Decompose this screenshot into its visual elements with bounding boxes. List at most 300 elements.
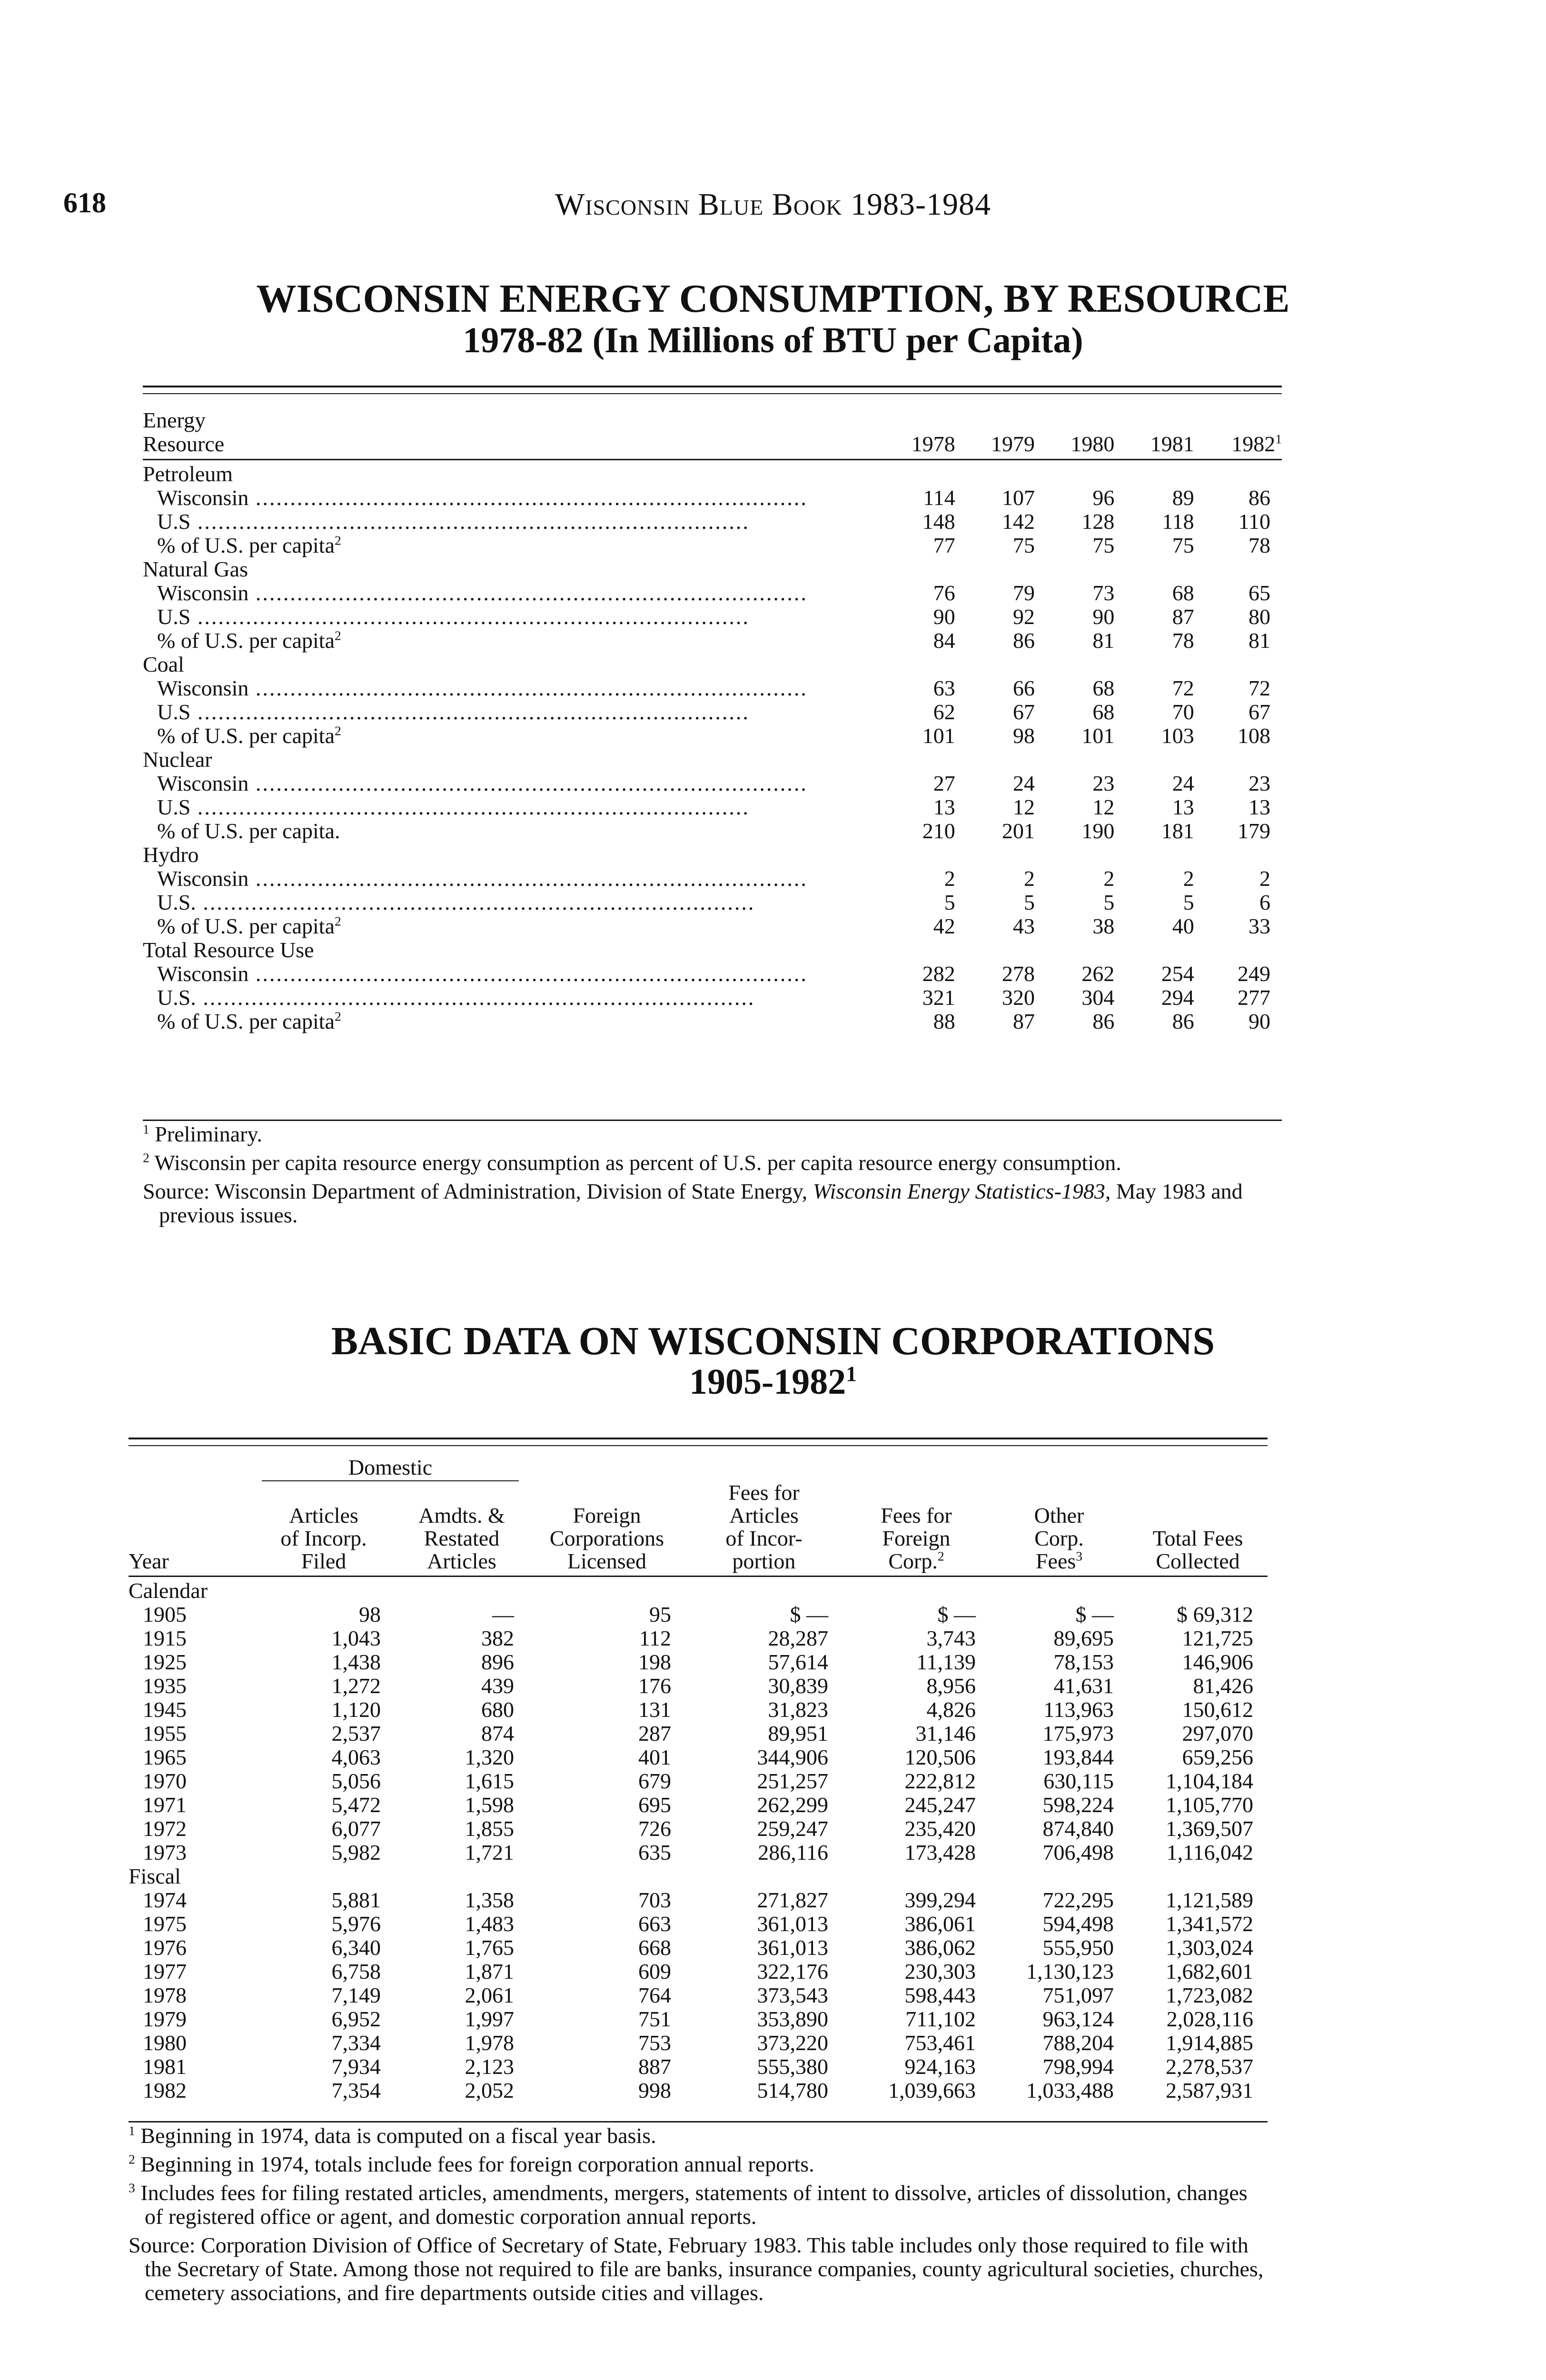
corp-value-cell: 193,844 <box>1042 1745 1114 1769</box>
energy-data-row <box>143 867 1282 891</box>
energy-value-cell: 278 <box>1002 962 1035 986</box>
energy-group-name: Coal <box>143 652 184 676</box>
energy-table <box>143 408 1282 1033</box>
energy-row-label <box>143 891 808 914</box>
energy-data-row <box>143 914 1282 938</box>
corp-value-cell: 1,871 <box>465 1959 514 1983</box>
corp-data-row <box>129 1722 1268 1745</box>
energy-value-cell: 81 <box>1249 628 1270 653</box>
energy-year-1980: 1980 <box>1070 432 1115 456</box>
col-foreign-l1: Foreign <box>573 1503 641 1527</box>
corp-value-cell: 386,062 <box>904 1935 976 1960</box>
corp-value-cell: 5,976 <box>331 1912 381 1936</box>
energy-data-row <box>143 724 1282 748</box>
energy-group-name: Nuclear <box>143 747 212 772</box>
corp-value-cell: 594,498 <box>1042 1912 1114 1936</box>
energy-value-cell: 148 <box>922 509 955 534</box>
energy-value-cell: 23 <box>1249 771 1270 795</box>
energy-value-cell: 98 <box>1013 724 1035 748</box>
energy-value-cell: 86 <box>1092 1009 1115 1033</box>
energy-row-label-text: U.S <box>157 605 191 629</box>
energy-value-cell: 114 <box>923 486 955 510</box>
corp-value-cell: 1,358 <box>465 1888 514 1912</box>
col-total <box>1128 1481 1268 1573</box>
energy-value-cell: 76 <box>933 581 955 605</box>
corp-value-cell: 2,278,537 <box>1166 2054 1253 2079</box>
corp-value-cell: 198 <box>638 1650 671 1674</box>
energy-row-label-text: U.S. <box>157 986 196 1010</box>
corp-value-cell: 2,123 <box>465 2054 514 2079</box>
corp-value-cell: 1,369,507 <box>1166 1816 1253 1841</box>
energy-header-label <box>143 408 808 456</box>
energy-row-label-note: 2 <box>335 1010 341 1024</box>
energy-row-label <box>143 486 808 510</box>
energy-value-cell: 75 <box>1092 533 1115 557</box>
corp-value-cell: $ 69,312 <box>1177 1602 1253 1626</box>
corp-value-cell: 695 <box>638 1793 671 1817</box>
corp-value-cell: 2,061 <box>465 1983 514 2007</box>
corp-data-row <box>129 1626 1268 1650</box>
energy-row-label <box>143 819 808 843</box>
energy-value-cell: 12 <box>1013 795 1035 819</box>
corp-value-cell: 7,334 <box>331 2031 381 2055</box>
corp-value-cell: 753 <box>638 2031 671 2055</box>
energy-value-cell: 38 <box>1092 914 1115 938</box>
corp-bottom-rule <box>129 2121 1268 2122</box>
energy-footnote-2-num: 2 <box>143 1150 149 1165</box>
corp-value-cell: 235,420 <box>904 1816 976 1841</box>
corp-value-cell: 112 <box>639 1626 671 1650</box>
energy-value-cell: 90 <box>1092 605 1115 629</box>
corp-value-cell: 764 <box>638 1983 671 2007</box>
corp-value-cell: 680 <box>481 1697 514 1722</box>
corp-data-row <box>129 2031 1268 2055</box>
energy-data-row <box>143 772 1282 795</box>
energy-row-label-text: Wisconsin <box>157 581 249 605</box>
energy-value-cell: 62 <box>933 700 955 724</box>
corp-value-cell: 2,052 <box>465 2078 514 2102</box>
energy-value-cell: 79 <box>1013 581 1035 605</box>
energy-year-1982 <box>1194 408 1282 456</box>
energy-value-cell: 67 <box>1013 700 1035 724</box>
energy-footnote-1-text: Preliminary. <box>155 1122 262 1146</box>
corp-value-cell: 31,146 <box>915 1721 976 1745</box>
energy-value-cell: 81 <box>1092 628 1115 653</box>
energy-row-label-text: Wisconsin <box>157 962 249 986</box>
corp-data-row <box>129 1698 1268 1722</box>
corp-data-row <box>129 1603 1268 1626</box>
energy-value-cell: 89 <box>1172 486 1194 510</box>
energy-row-label <box>143 510 808 534</box>
energy-data-row <box>143 891 1282 914</box>
energy-top-rule <box>143 386 1282 387</box>
corp-footnote-1-text: Beginning in 1974, data is computed on a fiscal year basis. <box>140 2123 656 2148</box>
corp-value-cell: 175,973 <box>1042 1721 1114 1745</box>
corp-value-cell: 924,163 <box>904 2054 976 2079</box>
corp-value-cell: 113,963 <box>1043 1697 1114 1722</box>
corp-value-cell: 31,823 <box>768 1697 828 1722</box>
corp-value-cell: 722,295 <box>1042 1888 1114 1912</box>
corp-value-cell: 259,247 <box>757 1816 828 1841</box>
corp-value-cell: 1,104,184 <box>1166 1769 1253 1793</box>
energy-row-label-text: % of U.S. per capita <box>157 914 335 938</box>
corp-value-cell: 2,587,931 <box>1166 2078 1253 2102</box>
energy-row-label-text: Wisconsin <box>157 867 249 891</box>
leader-dots: ................................................................................ <box>248 486 808 510</box>
energy-data-row <box>143 819 1282 843</box>
leader-dots: ................................................................................ <box>190 605 750 629</box>
col-amendments-l1: Amdts. & <box>418 1503 505 1527</box>
corp-section-row <box>129 1579 1268 1603</box>
col-other-l1: Other <box>1034 1503 1084 1527</box>
energy-value-cell: 12 <box>1092 795 1115 819</box>
energy-group-row <box>143 557 1282 581</box>
energy-value-cell: 5 <box>944 890 955 914</box>
corp-year-cell: 1905 <box>143 1602 187 1626</box>
corp-value-cell: 555,950 <box>1042 1935 1114 1960</box>
energy-value-cell: 86 <box>1172 1009 1194 1033</box>
corp-data-row <box>129 1841 1268 1864</box>
corp-value-cell: 7,934 <box>331 2054 381 2079</box>
leader-dots: ................................................................................ <box>248 581 808 605</box>
energy-value-cell: 90 <box>1249 1009 1270 1033</box>
corp-data-row <box>129 1912 1268 1936</box>
corp-year-cell: 1978 <box>143 1983 187 2007</box>
energy-value-cell: 78 <box>1249 533 1270 557</box>
corp-value-cell: 751,097 <box>1042 1983 1114 2007</box>
col-fees-articles <box>685 1481 842 1573</box>
corp-value-cell: 896 <box>481 1650 514 1674</box>
energy-header-rule <box>143 459 1282 460</box>
page-number: 618 <box>63 187 106 218</box>
corp-value-cell: 609 <box>638 1959 671 1983</box>
corp-value-cell: 382 <box>481 1626 514 1650</box>
energy-row-label-text: Wisconsin <box>157 676 249 700</box>
corp-footnote-1 <box>129 2124 1268 2148</box>
energy-value-cell: 101 <box>1081 724 1115 748</box>
running-head: Wisconsin Blue Book 1983-1984 <box>555 187 991 222</box>
leader-dots: ................................................................................ <box>190 795 750 819</box>
energy-row-label <box>143 724 808 748</box>
corp-value-cell: 6,952 <box>331 2007 381 2031</box>
col-total-l1: Total Fees <box>1152 1526 1243 1550</box>
corp-data-row <box>129 1817 1268 1841</box>
corp-value-cell: 11,139 <box>916 1650 976 1674</box>
energy-value-cell: 66 <box>1013 676 1035 700</box>
corp-footnote-3-num: 3 <box>129 2180 135 2195</box>
energy-value-cell: 282 <box>922 962 955 986</box>
energy-value-cell: 190 <box>1081 819 1115 843</box>
col-other-l3-text: Fees <box>1035 1549 1076 1573</box>
energy-body <box>143 462 1282 1033</box>
corp-value-cell: 706,498 <box>1042 1840 1114 1864</box>
corp-value-cell: 1,043 <box>331 1626 381 1650</box>
energy-header-label-line1: Energy <box>143 408 206 432</box>
corp-value-cell: 887 <box>638 2054 671 2079</box>
corp-data-row <box>129 1650 1268 1674</box>
corp-value-cell: 245,247 <box>904 1793 976 1817</box>
corporations-table <box>129 1456 1268 2102</box>
corp-data-row <box>129 1793 1268 1817</box>
energy-value-cell: 210 <box>922 819 955 843</box>
corp-value-cell: 998 <box>638 2078 671 2102</box>
energy-row-label <box>143 962 808 986</box>
corp-value-cell: 98 <box>359 1602 381 1626</box>
energy-value-cell: 2 <box>1259 866 1270 891</box>
corp-value-cell: 598,224 <box>1042 1793 1114 1817</box>
energy-row-label-text: Wisconsin <box>157 772 249 795</box>
energy-value-cell: 42 <box>933 914 955 938</box>
energy-value-cell: 27 <box>933 771 955 795</box>
corp-value-cell: 176 <box>638 1674 671 1698</box>
corp-year-cell: 1975 <box>143 1912 187 1936</box>
col-amendments-l2: Restated <box>424 1526 500 1550</box>
energy-header-label-line2: Resource <box>143 432 225 456</box>
domestic-group-header <box>252 1456 528 1481</box>
col-articles <box>252 1481 395 1573</box>
energy-value-cell: 87 <box>1172 605 1194 629</box>
corp-value-cell: — <box>492 1602 514 1626</box>
corp-section-label: Calendar <box>129 1578 208 1603</box>
corporations-subtitle-note: 1 <box>846 1361 857 1386</box>
energy-subtitle: 1978-82 (In Millions of BTU per Capita) <box>463 320 1083 360</box>
corp-footnote-3-text: Includes fees for filing restated articles, amendments, mergers, statements of intent to dissolve, articles of dissolution, changes of registered office or agent, and domestic corporation annual reports. <box>140 2181 1248 2229</box>
energy-row-label-text: U.S. <box>157 891 196 914</box>
energy-row-label <box>143 605 808 629</box>
corp-value-cell: 635 <box>638 1840 671 1864</box>
corp-value-cell: 1,130,123 <box>1026 1959 1114 1983</box>
col-fees-foreign-l2: Foreign <box>882 1526 951 1550</box>
energy-value-cell: 5 <box>1183 890 1194 914</box>
corp-data-row <box>129 2055 1268 2079</box>
energy-value-cell: 77 <box>933 533 955 557</box>
col-fees-foreign-l1: Fees for <box>881 1503 952 1527</box>
corp-value-cell: 399,294 <box>904 1888 976 1912</box>
corp-data-row <box>129 1674 1268 1698</box>
energy-value-cell: 320 <box>1002 985 1035 1010</box>
corp-data-row <box>129 1936 1268 1960</box>
corp-value-cell: 146,906 <box>1182 1650 1253 1674</box>
energy-year-1979: 1979 <box>991 432 1035 456</box>
corp-value-cell: 659,256 <box>1182 1745 1253 1769</box>
corp-value-cell: 322,176 <box>757 1959 828 1983</box>
corp-footnote-2 <box>129 2152 1268 2176</box>
corp-value-cell: 386,061 <box>904 1912 976 1936</box>
energy-row-label-note: 2 <box>335 534 341 548</box>
energy-data-row <box>143 962 1282 986</box>
energy-group-name: Petroleum <box>143 462 233 486</box>
corp-data-row <box>129 1745 1268 1769</box>
corp-value-cell: 598,443 <box>904 1983 976 2007</box>
corp-value-cell: 668 <box>638 1935 671 1960</box>
energy-value-cell: 68 <box>1092 676 1115 700</box>
energy-value-cell: 92 <box>1013 605 1035 629</box>
energy-value-cell: 68 <box>1092 700 1115 724</box>
corp-value-cell: 1,682,601 <box>1166 1959 1253 1983</box>
energy-value-cell: 24 <box>1172 771 1194 795</box>
corp-value-cell: 150,612 <box>1182 1697 1253 1722</box>
corp-data-row <box>129 2007 1268 2031</box>
energy-row-label <box>143 629 808 653</box>
corp-value-cell: 230,303 <box>904 1959 976 1983</box>
corp-value-cell: 2,028,116 <box>1166 2007 1253 2031</box>
corp-value-cell: 1,341,572 <box>1166 1912 1253 1936</box>
corp-year-cell: 1935 <box>143 1674 187 1698</box>
corp-value-cell: 95 <box>649 1602 671 1626</box>
energy-notes <box>143 1122 1282 1232</box>
corp-value-cell: 1,855 <box>465 1816 514 1841</box>
energy-value-cell: 2 <box>944 866 955 891</box>
col-other-l3 <box>990 1550 1128 1573</box>
corp-year-cell: 1982 <box>143 2078 187 2102</box>
energy-value-cell: 128 <box>1081 509 1115 534</box>
energy-value-cell: 23 <box>1092 771 1115 795</box>
corp-value-cell: 6,340 <box>331 1935 381 1960</box>
corp-year-cell: 1945 <box>143 1697 187 1722</box>
energy-row-label-text: % of U.S. per capita <box>157 724 335 748</box>
energy-row-label <box>143 914 808 938</box>
corp-value-cell: 1,615 <box>465 1769 514 1793</box>
energy-row-label-note: 2 <box>335 724 341 738</box>
energy-value-cell: 108 <box>1238 724 1270 748</box>
col-articles-l3: Filed <box>301 1549 347 1573</box>
corp-value-cell: 1,978 <box>465 2031 514 2055</box>
corp-data-row <box>129 1960 1268 1983</box>
energy-value-cell: 2 <box>1183 866 1194 891</box>
energy-group-row <box>143 843 1282 867</box>
energy-value-cell: 86 <box>1249 486 1270 510</box>
energy-group-row <box>143 462 1282 486</box>
corp-data-row <box>129 1983 1268 2007</box>
energy-value-cell: 86 <box>1013 628 1035 653</box>
corp-data-row <box>129 1888 1268 1912</box>
col-other-l2: Corp. <box>1034 1526 1084 1550</box>
energy-data-row <box>143 534 1282 557</box>
corp-value-cell: 173,428 <box>904 1840 976 1864</box>
corp-top-rule <box>129 1438 1268 1439</box>
leader-dots: ................................................................................ <box>190 510 750 534</box>
energy-value-cell: 107 <box>1002 486 1035 510</box>
col-fees-foreign-l3-text: Corp. <box>888 1549 938 1573</box>
corp-value-cell: 373,220 <box>757 2031 828 2055</box>
corp-value-cell: 711,102 <box>905 2007 976 2031</box>
leader-dots: ................................................................................ <box>248 772 808 795</box>
corp-value-cell: 663 <box>638 1912 671 1936</box>
energy-year-1982-text: 1982 <box>1231 432 1276 456</box>
energy-group-name: Total Resource Use <box>143 938 314 962</box>
corp-value-cell: 3,743 <box>926 1626 976 1650</box>
energy-value-cell: 201 <box>1002 819 1035 843</box>
energy-row-label <box>143 676 808 700</box>
corp-value-cell: 1,721 <box>465 1840 514 1864</box>
corp-value-cell: 1,765 <box>465 1935 514 1960</box>
corp-value-cell: 5,982 <box>331 1840 381 1864</box>
corp-value-cell: 514,780 <box>757 2078 828 2102</box>
corp-value-cell: 963,124 <box>1042 2007 1114 2031</box>
energy-data-row <box>143 486 1282 510</box>
corp-footnote-2-text: Beginning in 1974, totals include fees for foreign corporation annual reports. <box>140 2152 814 2176</box>
corp-footnote-1-num: 1 <box>129 2123 135 2138</box>
col-fees-foreign <box>842 1481 990 1573</box>
corp-source: Source: Corporation Division of Office of Secretary of State, February 1983. This table includes only those required to file with the Secretary of State. Among those not required to file are banks, insurance companies, county agricultural societies, churches, cemetery associations, and fire departments outside cities and villages. <box>129 2233 1264 2305</box>
col-fees-articles-l1: Fees for <box>728 1480 800 1505</box>
corp-value-cell: 271,827 <box>757 1888 828 1912</box>
corp-year-cell: 1915 <box>143 1626 187 1650</box>
energy-value-cell: 13 <box>933 795 955 819</box>
corp-value-cell: 222,812 <box>904 1769 976 1793</box>
energy-data-row <box>143 581 1282 605</box>
energy-value-cell: 101 <box>922 724 955 748</box>
corp-year-cell: 1973 <box>143 1840 187 1864</box>
energy-row-label-note: 2 <box>335 629 341 643</box>
corp-year-cell: 1972 <box>143 1816 187 1841</box>
corp-value-cell: 401 <box>638 1745 671 1769</box>
energy-source-italic: Wisconsin Energy Statistics-1983, <box>813 1179 1111 1203</box>
corp-data-row <box>129 1769 1268 1793</box>
corp-value-cell: 5,056 <box>331 1769 381 1793</box>
energy-top-rule-2 <box>143 393 1282 394</box>
energy-data-row <box>143 605 1282 629</box>
energy-row-label-text: % of U.S. per capita <box>157 1010 335 1033</box>
energy-value-cell: 90 <box>933 605 955 629</box>
energy-value-cell: 67 <box>1249 700 1270 724</box>
col-year: Year <box>129 1549 169 1573</box>
energy-row-label-text: % of U.S. per capita. <box>157 819 340 843</box>
corp-value-cell: 1,105,770 <box>1166 1793 1253 1817</box>
energy-row-label-text: U.S <box>157 510 191 534</box>
energy-data-row <box>143 629 1282 653</box>
corp-value-cell: 262,299 <box>757 1793 828 1817</box>
energy-value-cell: 65 <box>1249 581 1270 605</box>
corp-value-cell: 353,890 <box>757 2007 828 2031</box>
energy-value-cell: 13 <box>1249 795 1270 819</box>
corp-year-cell: 1979 <box>143 2007 187 2031</box>
corp-footnote-3 <box>129 2181 1268 2229</box>
energy-row-label <box>143 986 808 1010</box>
energy-value-cell: 40 <box>1172 914 1194 938</box>
corp-value-cell: 1,438 <box>331 1650 381 1674</box>
corp-section-label: Fiscal <box>129 1864 181 1888</box>
energy-source-suffix: May 1983 and previous issues. <box>159 1179 1243 1227</box>
corp-value-cell: 7,354 <box>331 2078 381 2102</box>
energy-data-row <box>143 700 1282 724</box>
energy-value-cell: 181 <box>1161 819 1194 843</box>
corp-value-cell: 7,149 <box>331 1983 381 2007</box>
corp-value-cell: 6,758 <box>331 1959 381 1983</box>
energy-group-row <box>143 653 1282 676</box>
energy-value-cell: 294 <box>1161 985 1194 1010</box>
corp-value-cell: $ — <box>937 1602 976 1626</box>
energy-value-cell: 96 <box>1092 486 1115 510</box>
energy-footnote-1 <box>143 1122 1282 1146</box>
energy-value-cell: 73 <box>1092 581 1115 605</box>
col-fees-foreign-l3 <box>842 1550 990 1573</box>
corp-value-cell: 798,994 <box>1042 2054 1114 2079</box>
energy-value-cell: 110 <box>1238 509 1270 534</box>
energy-value-cell: 68 <box>1172 581 1194 605</box>
corp-year-cell: 1977 <box>143 1959 187 1983</box>
corp-value-cell: 131 <box>638 1697 671 1722</box>
corp-value-cell: 1,914,885 <box>1166 2031 1253 2055</box>
domestic-label: Domestic <box>348 1455 433 1479</box>
energy-value-cell: 118 <box>1162 509 1194 534</box>
corporations-body <box>129 1579 1268 2102</box>
energy-value-cell: 87 <box>1013 1009 1035 1033</box>
energy-group-row <box>143 938 1282 962</box>
energy-value-cell: 6 <box>1259 890 1270 914</box>
energy-data-row <box>143 795 1282 819</box>
energy-value-cell: 13 <box>1172 795 1194 819</box>
